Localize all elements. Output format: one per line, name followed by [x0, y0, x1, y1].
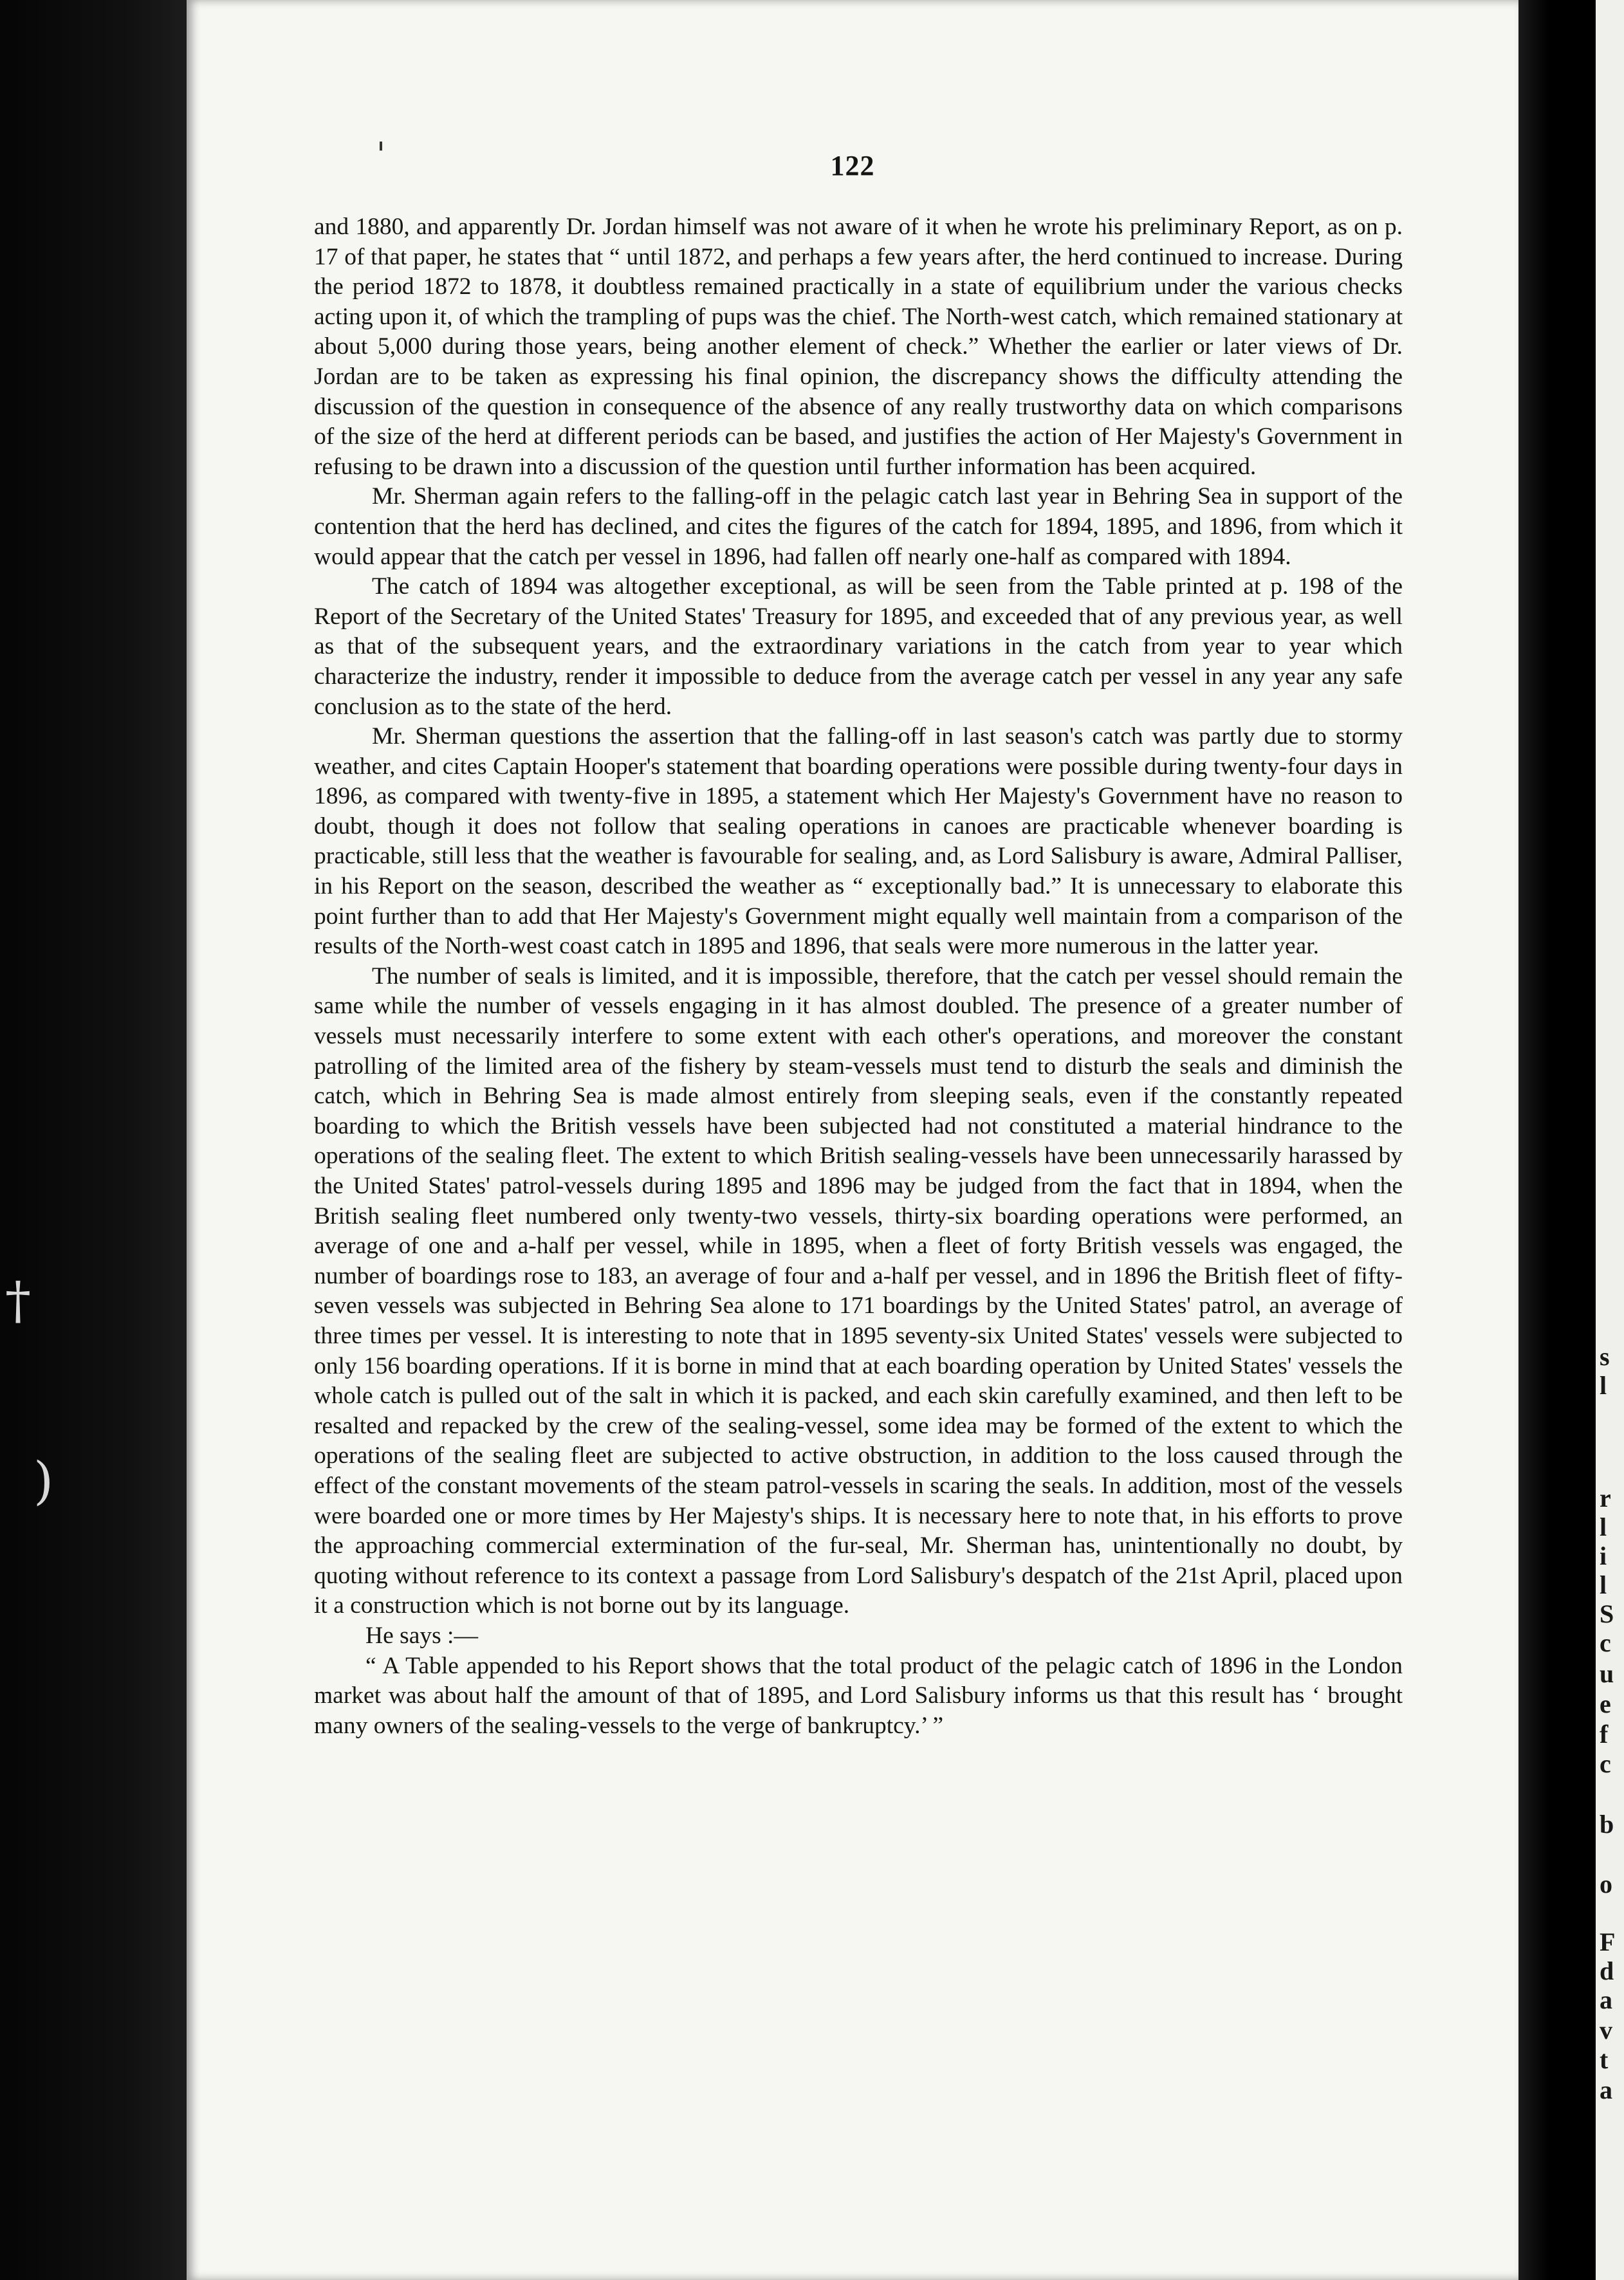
adjacent-letter: b: [1600, 1810, 1614, 1839]
adjacent-letter: F: [1600, 1927, 1616, 1956]
page-number: 122: [830, 150, 875, 181]
document-page: [187, 0, 1518, 2280]
paragraph-sherman-falling-off: Mr. Sherman again refers to the falling-off in the pelagic catch last year in Behring Sea in support of the contention that the herd has declined, and cites the figures of the catch for 1894, 1895, and 1896, from which it would appear that the catch per vessel in 1896, had fallen off nearly one-half as compared with 1894.: [314, 483, 1403, 570]
adjacent-letter: l: [1600, 1570, 1607, 1599]
adjacent-letter: a: [1600, 2075, 1612, 2104]
adjacent-letter: t: [1600, 2045, 1609, 2074]
adjacent-letter: s: [1600, 1342, 1610, 1371]
adjacent-page-edge: [1596, 0, 1624, 2280]
paragraph-quotation: “ A Table appended to his Report shows that the total product of the pelagic catch of 1896 in the London market was about half the amount of that of 1895, and Lord Salisbury informs us that this result has ‘ brought many owners of the sealing-vessels to the verge of bankruptcy.’ ”: [314, 1652, 1403, 1739]
adjacent-letter: c: [1600, 1749, 1611, 1778]
adjacent-letter: l: [1600, 1512, 1607, 1541]
paragraph-he-says: He says :—: [365, 1622, 478, 1649]
left-binding-edge: [0, 0, 187, 2280]
adjacent-letter: i: [1600, 1541, 1607, 1570]
paragraph-number-of-seals: The number of seals is limited, and it is impossible, therefore, that the catch per vessel should remain the same while the number of vessels engaging in it has almost doubled. The presence of a greater number of vessels must necessarily interfere to some extent with each other's operations, and moreover the constant patrolling of the limited area of the fishery by steam-vessels must tend to disturb the seals and diminish the catch, which in Behring Sea is made almost entirely from sleeping seals, even if the constantly repeated boarding to which the British vessels have been subjected had not constituted a material hindrance to the operations of the sealing fleet. The extent to which British sealing-vessels have been unnecessarily harassed by the United States' patrol-vessels during 1895 and 1896 may be judged from the fact that in 1894, when the British sealing fleet numbered only twenty-two vessels, thirty-six boarding operations were performed, an average of one and a-half per vessel, while in 1895, when a fleet of forty British vessels was engaged, the number of boardings rose to 183, an average of four and a-half per vessel, and in 1896 the British fleet of fifty-seven vessels was subjected in Behring Sea alone to 171 boardings by the United States' patrol, an average of three times per vessel. It is interesting to note that in 1895 seventy-six United States' vessels were subjected to only 156 boarding operations. If it is borne in mind that at each boarding operation by United States' vessels the whole catch is pulled out of the salt in which it is packed, and each skin carefully examined, and then left to be resalted and repacked by the crew of the sealing-vessel, some idea may be formed of the extent to which the operations of the sealing fleet are subjected to active obstruction, in addition to the loss caused through the effect of the constant movements of the steam patrol-vessels in scaring the seals. In addition, most of the vessels were boarded one or more times by Her Majesty's ships. It is necessary here to note that, in his efforts to prove the approaching commercial extermination of the fur-seal, Mr. Sherman has, unintentionally no doubt, by quoting without reference to its context a passage from Lord Salisbury's despatch of the 21st April, placed upon it a construction which is not borne out by its language.: [314, 962, 1403, 1619]
right-gutter: [1518, 0, 1596, 2280]
adjacent-letter: v: [1600, 2016, 1612, 2045]
adjacent-letter: l: [1600, 1371, 1607, 1400]
adjacent-letter: a: [1600, 1985, 1612, 2014]
adjacent-letter: c: [1600, 1628, 1611, 1657]
paragraph-stormy-weather: Mr. Sherman questions the assertion that the falling-off in last season's catch was partly due to stormy weather, and cites Captain Hooper's statement that boarding operations were possible during twenty-four days in 1896, as compared with twenty-five in 1895, a statement which Her Majesty's Government have no reason to doubt, though it does not follow that sealing operations in canoes are practicable whenever boarding is practicable, still less that the weather is favourable for sealing, and, as Lord Salisbury is aware, Admiral Palliser, in his Report on the season, described the weather as “ exceptionally bad.” It is unnecessary to elaborate this point further than to add that Her Majesty's Government might equally well maintain from a comparison of the results of the North-west coast catch in 1895 and 1896, that seals were more numerous in the latter year.: [314, 723, 1403, 960]
paragraph-catch-1894: The catch of 1894 was altogether exceptional, as will be seen from the Table printed at p. 198 of the Report of the Secretary of the United States' Treasury for 1895, and exceeded that of any previous year, as well as that of the subsequent years, and the extraordinary variations in the catch from year to year which characterize the industry, render it impossible to deduce from the average catch per vessel in any year any safe conclusion as to the state of the herd.: [314, 573, 1403, 720]
adjacent-letter: u: [1600, 1659, 1614, 1688]
paragraph-continuation: and 1880, and apparently Dr. Jordan himself was not aware of it when he wrote his preliminary Report, as on p. 17 of that paper, he states that “ until 1872, and perhaps a few years after, the herd continued to increase. During the period 1872 to 1878, it doubtless remained practically in a state of equilibrium under the various checks acting upon it, of which the trampling of pups was the chief. The North-west catch, which remained stationary at about 5,000 during those years, being another element of check.” Whether the earlier or later views of Dr. Jordan are to be taken as expressing his final opinion, the discrepancy shows the difficulty attending the discussion of the question in consequence of the absence of any really trustworthy data on which comparisons of the size of the herd at different periods can be based, and justifies the action of Her Majesty's Government in refusing to be drawn into a discussion of the question until further information has been acquired.: [314, 214, 1403, 480]
adjacent-letter: S: [1600, 1599, 1614, 1628]
adjacent-letter: d: [1600, 1956, 1614, 1985]
body-text: [314, 212, 1403, 1741]
left-margin-mark-paren: ): [33, 1451, 54, 1511]
adjacent-letter: r: [1600, 1484, 1611, 1512]
adjacent-letter: e: [1600, 1689, 1611, 1718]
adjacent-letter: o: [1600, 1870, 1612, 1898]
left-margin-mark-dagger: †: [5, 1271, 31, 1330]
adjacent-letter: f: [1600, 1720, 1609, 1749]
